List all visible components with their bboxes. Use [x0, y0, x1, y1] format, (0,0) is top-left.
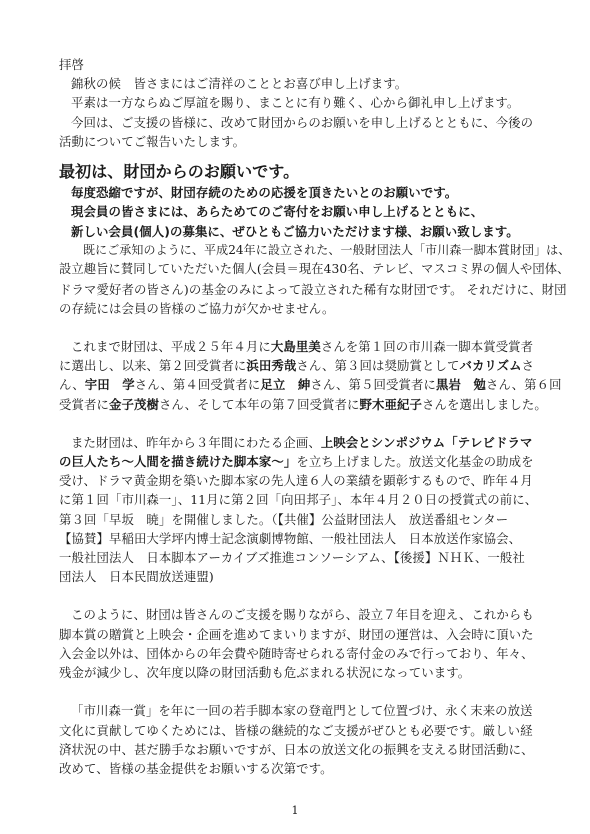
- winners-line: に選出し、以来、第２回受賞者に浜田秀哉さん、第３回は奨励賞としてバカリズムさ: [59, 358, 535, 374]
- intro-line: ドラマ愛好者の皆さん)の基金のみによって設立された稀有な財団です。 それだけに、財団: [59, 281, 567, 297]
- situation-line: 脚本賞の贈賞と上映会・企画を進めてまいりますが、財団の運営は、入会時に頂いた: [59, 626, 534, 642]
- paragraph-gap: [59, 318, 532, 337]
- winners-line: 受賞者に金子茂樹さん、そして本年の第７回受賞者に野木亜紀子さんを選出しました。: [59, 396, 547, 412]
- request-line: 新しい会員(個人)の募集に、ぜひともご協力いただけます様、お願い致します。: [71, 223, 519, 239]
- winner-name: 大島里美: [270, 339, 321, 355]
- winner-name: 金子茂樹: [108, 396, 159, 412]
- project-line: 受け、ドラマ黄金期を築いた脚本家の先人達６人の業績を顕彰するもので、昨年４月: [59, 473, 533, 489]
- project-title: 上映会とシンポジウム「テレビドラマ: [320, 434, 533, 450]
- project-title: の巨人たち～人間を描き続けた脚本家～」: [59, 454, 297, 470]
- page-number: 1: [291, 804, 299, 817]
- paragraph-gap: [59, 682, 532, 701]
- paragraph-gap: [59, 414, 532, 433]
- situation-line: このように、財団は皆さんのご支援を賜りながら、設立７年目を迎え、これからも: [71, 607, 534, 623]
- winner-name: 足立 紳: [260, 377, 311, 393]
- intro-line: の存続には会員の皆様のご協力が欠かせません。: [59, 300, 335, 316]
- greeting-line: 今回は、ご支援の皆様に、改めて財団からのお願いを申し上げるとともに、今後の: [71, 114, 534, 130]
- intro-line: 既にご承知のように、平成24年に設立された、一般財団法人「市川森一脚本賞財団」は、: [83, 243, 571, 258]
- project-line: の巨人たち～人間を描き続けた脚本家～」を立ち上げました。放送文化基金の助成を: [59, 454, 534, 470]
- winners-line: ん、宇田 学さん、第４回受賞者に足立 紳さん、第５回受賞者に黒岩 勉さん、第６回: [59, 377, 562, 393]
- project-line: に第１回「市川森一」、11月に第２回「向田邦子」、本年４月２０日の授賞式の前に、: [59, 492, 538, 508]
- situation-line: 残金が減少し、次年度以降の財団活動も危ぶまれる状況になっています。: [59, 665, 471, 681]
- section-heading: 最初は、財団からのお願いです。: [59, 162, 300, 182]
- closing-line: 「市川森一賞」を年に一回の若手脚本家の登竜門として位置づけ、永く末来の放送: [71, 703, 533, 719]
- request-line: 毎度恐縮ですが、財団存続のための応援を頂きたいとのお願いです。: [71, 185, 458, 201]
- paragraph-gap: [59, 586, 532, 605]
- closing-line: 改めて、皆様の基金提供をお願いする次第です。: [59, 760, 333, 776]
- closing-line: 文化に貢献してゆくためには、皆様の継続的なご支援がぜひとも必要です。厳しい経: [59, 722, 533, 738]
- situation-line: 入会金以外は、団体からの年会費や随時寄せられる寄付金のみで行っており、年々、: [59, 645, 534, 661]
- greeting-line: 活動についてご報告いたします。: [59, 133, 246, 149]
- project-line: 団法人 日本民間放送連盟): [59, 569, 214, 585]
- greeting-line: 錦秋の候 皆さまにはご清祥のこととお喜び申し上げます。: [71, 76, 408, 92]
- winner-name: 宇田 学: [84, 377, 135, 393]
- project-line: 一般社団法人 日本脚本アーカイブズ推進コンソーシアム、【後援】ＮＨＫ、一般社: [59, 550, 525, 566]
- project-line: 第３回「早坂 暁」を開催しました。（【共催】公益財団法人 放送番組センター: [59, 511, 509, 527]
- request-line: 現会員の皆さまには、あらためてのご寄付をお願い申し上げるとともに、: [71, 204, 484, 220]
- closing-line: 済状況の中、甚だ勝手なお願いですが、日本の放送文化の振興を支える財団活動に、: [59, 741, 534, 757]
- winners-line: これまで財団は、平成２５年４月に大島里美さんを第１回の市川森一脚本賞受賞者: [71, 339, 534, 355]
- winner-name: 野木亜紀子: [359, 396, 422, 412]
- greeting-line: 平素は一方ならぬご厚誼を賜り、まことに有り難く、心から御礼申し上げます。: [71, 95, 520, 111]
- project-line: 【協賛】早稲田大学坪内博士記念演劇博物館、一般社団法人 日本放送作家協会、: [59, 530, 522, 546]
- winner-name: 浜田秀哉: [246, 358, 297, 374]
- salutation: 拝啓: [59, 57, 84, 72]
- winner-name: バカリズム: [459, 358, 522, 374]
- winner-name: 黒岩 勉: [435, 377, 486, 393]
- project-line: また財団は、昨年から３年間にわたる企画、上映会とシンポジウム「テレビドラマ: [71, 434, 533, 450]
- intro-line: 設立趣旨に賛同していただいた個人(会員＝現在430名、テレビ、マスコミ界の個人や団体、: [59, 262, 570, 277]
